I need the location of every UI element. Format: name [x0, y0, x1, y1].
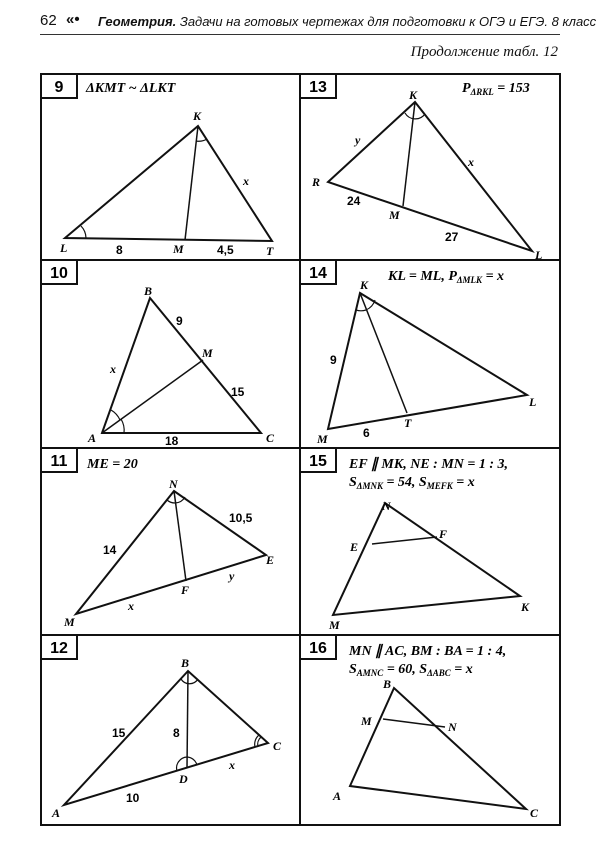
- problem-16-label-n: N: [448, 720, 457, 734]
- problem-12-label-b: B: [181, 656, 190, 670]
- problem-13-angle-k: [405, 113, 425, 119]
- problem-16-cond-sub2: ΔABC: [427, 668, 451, 678]
- problem-15-cond-mid: = 54, S: [382, 475, 427, 490]
- problem-11-condition: ME = 20: [87, 457, 138, 472]
- problem-13-cond-value: = 153: [493, 81, 530, 96]
- problem-10-num-15: 15: [231, 385, 245, 399]
- book-title: [98, 14, 596, 29]
- problem-14-num-6: 6: [363, 426, 370, 440]
- problem-12-segment-bd: [187, 671, 188, 768]
- problem-grid: [40, 73, 562, 827]
- book-title-rest: Задачи на готовых чертежах для подготовки к ОГЭ и ЕГЭ. 8 класс: [179, 14, 597, 29]
- problem-13-cond-p: P: [462, 81, 471, 96]
- problem-16-number: 16: [309, 640, 327, 657]
- problem-13-condition: [462, 81, 530, 97]
- problem-15-condition-line1: EF ∥ MK, NE : MN = 1 : 3,: [349, 457, 509, 472]
- problem-12-number: 12: [50, 640, 68, 657]
- problem-11-var-y: y: [229, 569, 235, 583]
- problem-14-num-9: 9: [330, 353, 337, 367]
- problem-13-var-y: y: [355, 133, 361, 147]
- problem-14-condition: [387, 269, 504, 285]
- problem-16-label-a: A: [333, 789, 342, 803]
- problem-16-label-b: B: [383, 677, 392, 691]
- problem-11-num-10-5: 10,5: [229, 511, 253, 525]
- problem-9-num-8: 8: [116, 243, 123, 257]
- problem-9: [41, 74, 274, 258]
- page-header: [40, 11, 597, 34]
- problem-14-label-m: M: [317, 432, 328, 446]
- problem-12-label-d: D: [179, 772, 188, 786]
- problem-15-triangle: [333, 503, 520, 615]
- problem-14-number: 14: [309, 265, 327, 282]
- problem-14-angle-k1: [356, 310, 366, 311]
- problem-12-num-8: 8: [173, 726, 180, 740]
- problem-13-label-l: L: [535, 248, 543, 262]
- problem-15-label-e: E: [350, 540, 359, 554]
- problem-15-label-f: F: [439, 527, 448, 541]
- page-number: 62: [40, 12, 57, 29]
- problem-13-label-m: M: [389, 208, 400, 222]
- problem-15-label-n: N: [382, 499, 391, 513]
- problem-13-label-r: R: [312, 175, 321, 189]
- problem-10: [41, 260, 275, 448]
- problem-15: [300, 448, 530, 632]
- problem-12-angle-b: [181, 679, 198, 684]
- problem-9-angle-l: [81, 226, 86, 238]
- problem-12: [41, 635, 282, 820]
- problem-16-cond-mid: = 60, S: [383, 662, 428, 677]
- problem-15-segment-ef: [372, 537, 437, 544]
- book-title-bold: Геометрия.: [98, 14, 177, 29]
- problem-13-num-24: 24: [347, 194, 361, 208]
- problem-13-cond-sub: ΔRKL: [470, 87, 494, 97]
- problem-14-label-t: T: [404, 416, 412, 430]
- problem-16-triangle: [350, 688, 526, 809]
- problem-11-angle-n1: [167, 500, 175, 503]
- problem-9-label-m: M: [173, 242, 184, 256]
- problem-10-num-9: 9: [176, 314, 183, 328]
- problem-9-label-t: T: [266, 244, 274, 258]
- problem-9-label-l: L: [60, 241, 68, 255]
- problem-15-cond-value: = x: [452, 475, 475, 490]
- problem-10-label-c: C: [266, 431, 275, 445]
- problem-14: [300, 260, 536, 446]
- problem-16-cond-value: = x: [450, 662, 473, 677]
- problem-15-cond-sub1: ΔMNK: [356, 481, 383, 491]
- problem-9-triangle: [65, 126, 272, 241]
- problem-12-num-10: 10: [126, 791, 140, 805]
- problem-13-triangle: [328, 102, 532, 251]
- problem-15-cond-s1: S: [349, 475, 357, 490]
- header-rule: [40, 34, 560, 35]
- problem-10-segment-am: [102, 360, 203, 433]
- problem-14-cond-value: = x: [482, 269, 505, 284]
- problem-15-cond-sub2: MEFK: [426, 481, 453, 491]
- problem-15-condition-line2: [349, 475, 475, 491]
- problem-12-label-a: A: [52, 806, 61, 820]
- problem-13-number: 13: [309, 79, 327, 96]
- problem-14-label-k: K: [360, 278, 369, 292]
- problem-15-label-m: M: [329, 618, 340, 632]
- problem-10-label-b: B: [144, 284, 153, 298]
- problem-10-label-a: A: [88, 431, 97, 445]
- problem-14-cond-eq: KL = ML, P: [388, 269, 457, 284]
- table-continuation-caption: Продолжение табл. 12: [410, 44, 558, 60]
- problem-10-var-x: x: [110, 362, 116, 376]
- problem-14-cond-sub: ΔMLK: [456, 275, 483, 285]
- problem-11-label-f: F: [181, 583, 190, 597]
- problem-9-angle-k: [196, 139, 207, 141]
- problem-16-condition-line2: [349, 662, 473, 678]
- problem-9-label-k: K: [193, 109, 202, 123]
- problem-10-label-m: M: [202, 346, 213, 360]
- problem-16-cond-sub1: AMNC: [356, 668, 384, 678]
- problem-13: [300, 74, 542, 262]
- problem-12-num-15: 15: [112, 726, 126, 740]
- problem-16-label-m: M: [361, 714, 372, 728]
- problem-10-number: 10: [50, 265, 68, 282]
- problem-12-var-x: x: [229, 758, 235, 772]
- problem-16-condition-line1: MN ∥ AC, BM : BA = 1 : 4,: [349, 644, 507, 659]
- problem-10-angle-a1: [111, 410, 120, 420]
- problem-14-segment-kt: [360, 293, 407, 413]
- problem-11-label-e: E: [266, 553, 275, 567]
- problem-10-angle-a2: [121, 419, 124, 433]
- problem-12-angle-d2: [187, 757, 197, 765]
- page-marks: «•: [66, 11, 80, 28]
- problem-11-num-14: 14: [103, 543, 117, 557]
- problem-14-triangle: [328, 293, 527, 429]
- problem-9-number: 9: [54, 79, 64, 96]
- problem-13-var-x: x: [468, 155, 474, 169]
- problem-9-condition: ΔKMT ~ ΔLKT: [86, 81, 176, 96]
- problem-11-label-m: M: [64, 615, 75, 629]
- problem-11: [41, 448, 274, 629]
- problem-table: [40, 73, 562, 827]
- problem-12-triangle: [64, 671, 268, 805]
- problem-12-label-c: C: [273, 739, 282, 753]
- problem-13-label-k: K: [409, 88, 418, 102]
- problem-11-number: 11: [50, 453, 68, 470]
- problem-10-num-18: 18: [165, 434, 179, 448]
- problem-11-var-x: x: [128, 599, 134, 613]
- problem-9-num-4-5: 4,5: [217, 243, 234, 257]
- problem-16-cond-s1: S: [349, 662, 357, 677]
- problem-15-number: 15: [309, 453, 327, 470]
- problem-11-label-n: N: [169, 477, 178, 491]
- problem-11-segment-nf: [174, 491, 186, 581]
- problem-16-label-c: C: [530, 806, 539, 820]
- problem-13-num-27: 27: [445, 230, 459, 244]
- problem-9-var-x: x: [243, 174, 249, 188]
- problem-9-segment-km: [185, 126, 198, 240]
- problem-14-label-l: L: [529, 395, 537, 409]
- problem-16: [300, 635, 539, 820]
- problem-15-label-k: K: [521, 600, 530, 614]
- problem-16-segment-mn: [383, 719, 445, 727]
